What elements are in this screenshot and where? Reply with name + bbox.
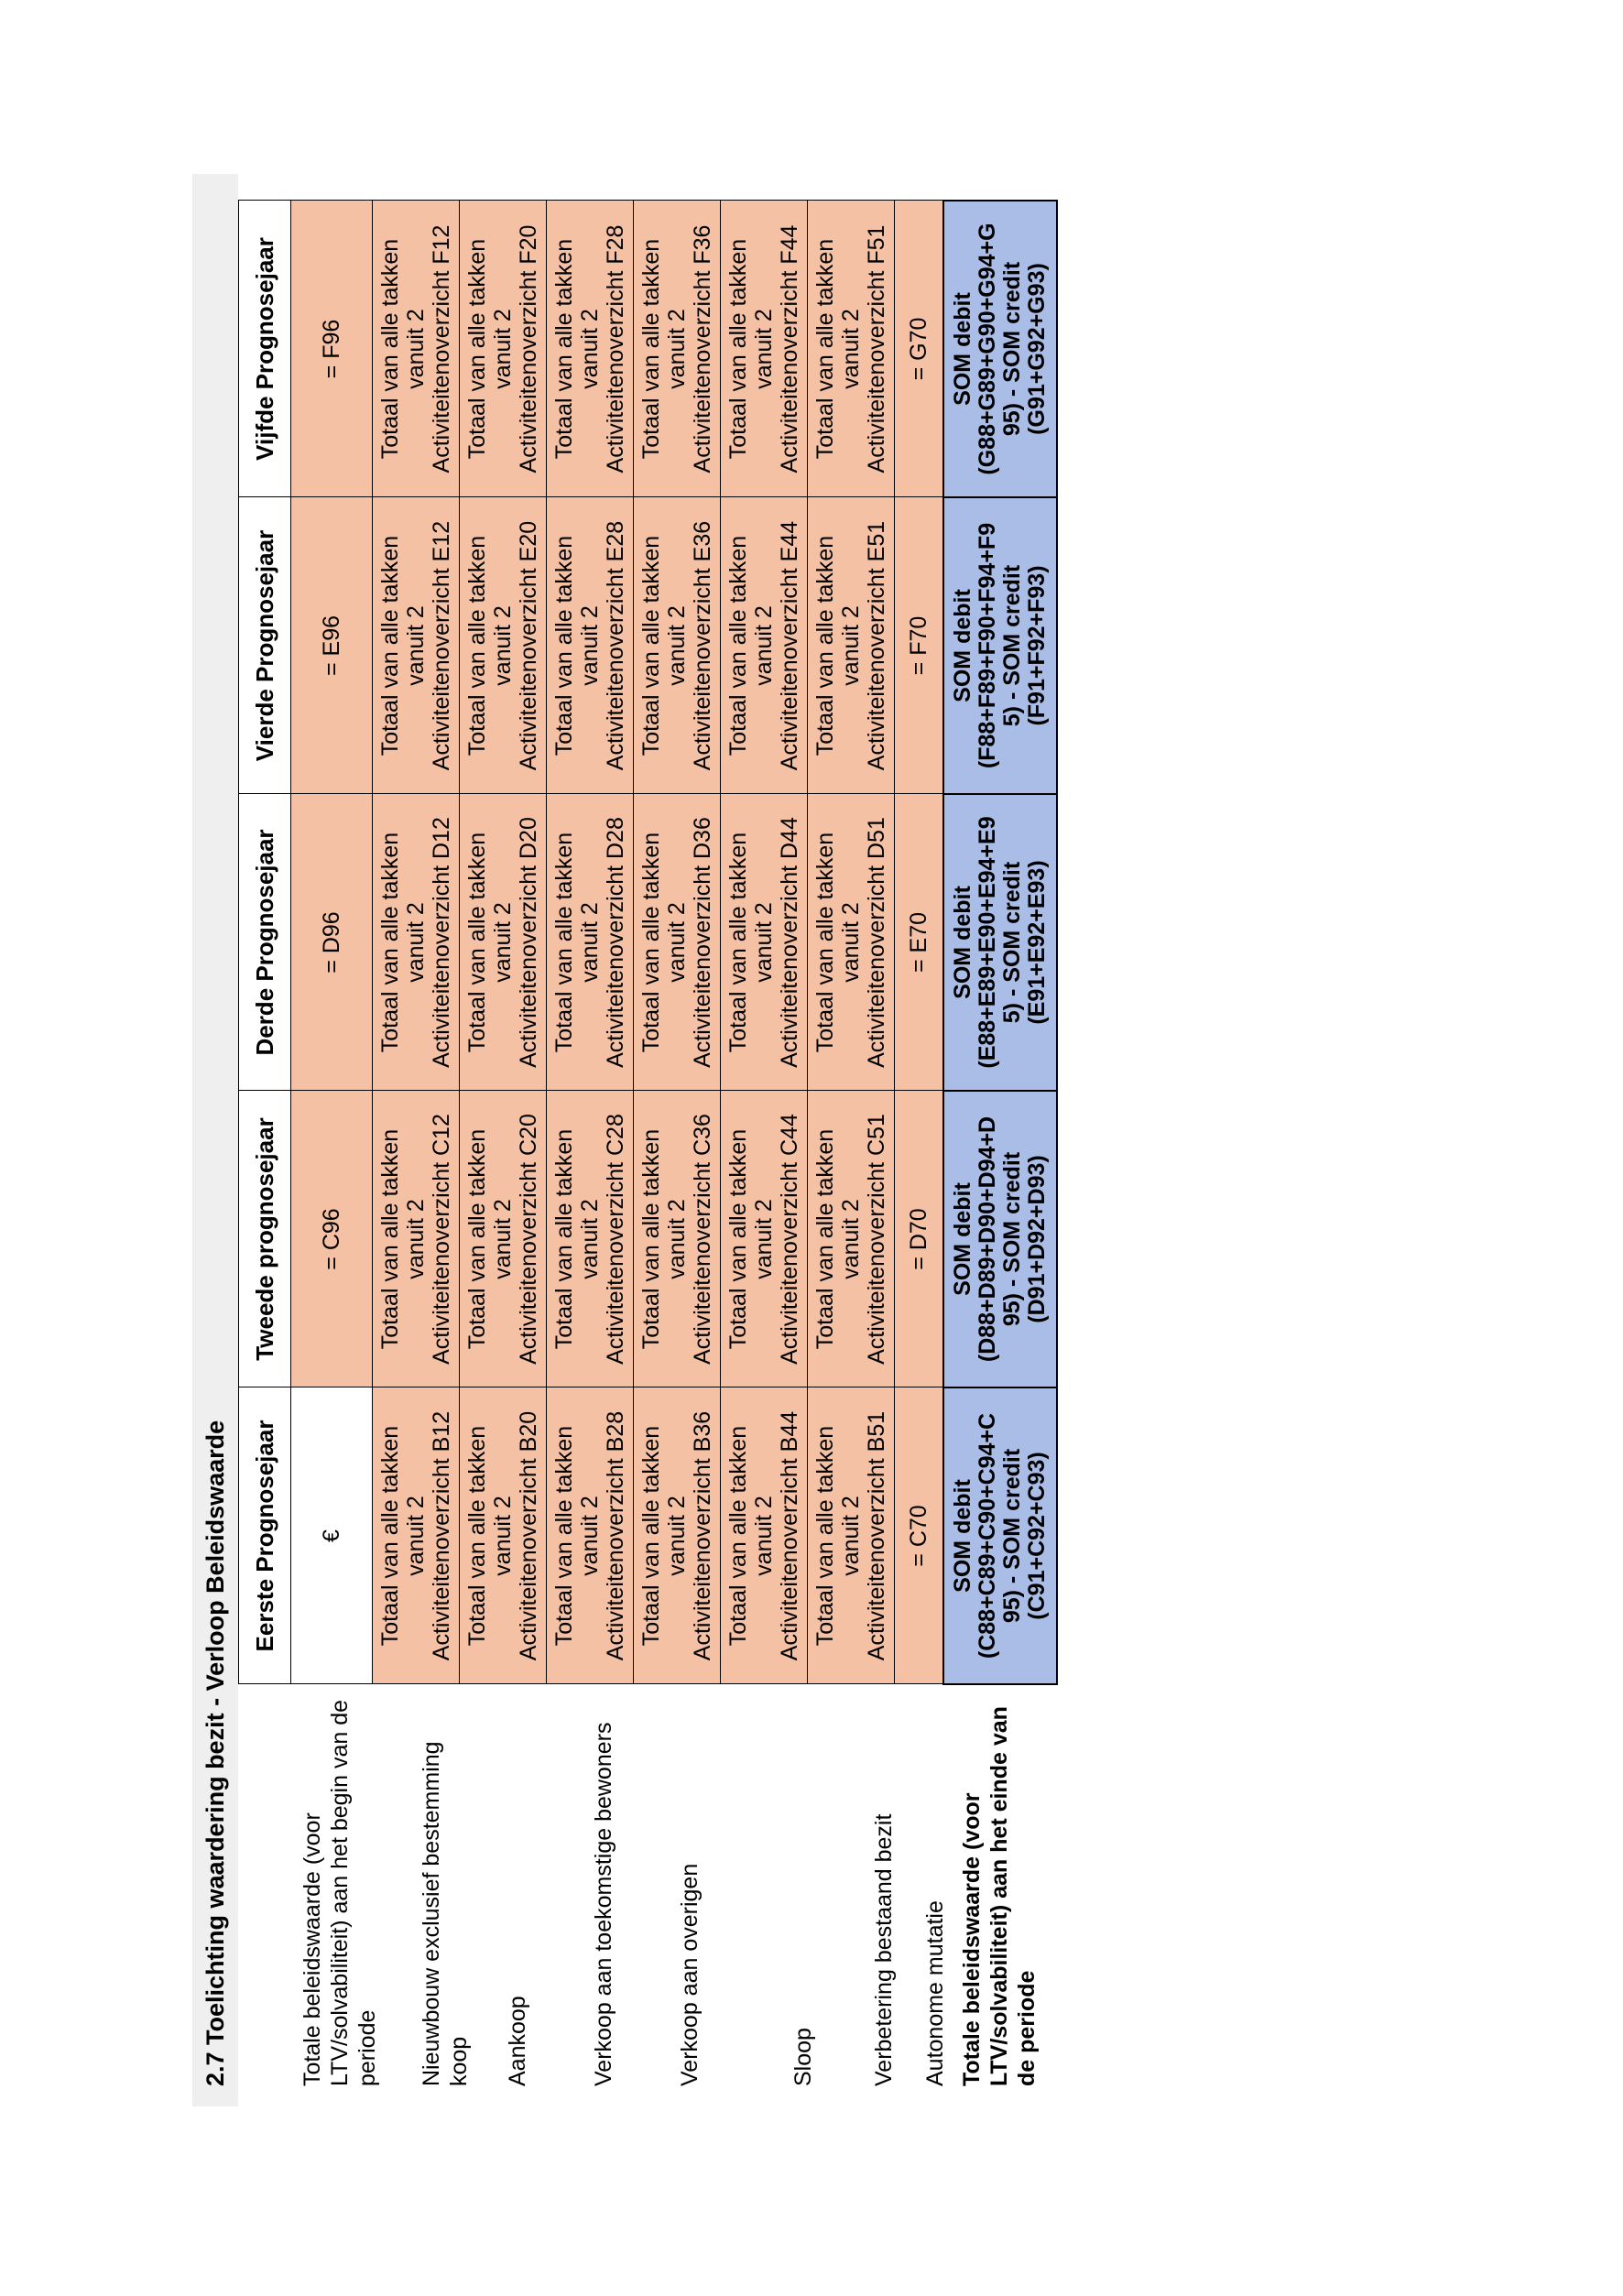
header-cell: Eerste Prognosejaar [239, 1387, 291, 1684]
table-cell [808, 201, 895, 497]
formula-line: (D91+D92+D93) [1024, 1155, 1050, 1323]
row-label-verbetering: Verbetering bestaand bezit [871, 1813, 897, 2086]
table-cell [943, 794, 1057, 1091]
row-label-nieuwbouw: Nieuwbouw exclusief bestemming koop [419, 1741, 472, 2086]
table-cell [547, 794, 634, 1091]
table-cell [721, 1091, 808, 1387]
cell-reference: Activiteitenoverzicht B44 [777, 1410, 802, 1661]
table-cell [373, 1091, 460, 1387]
table-cell [943, 497, 1057, 794]
row-label-aankoop: Aankoop [505, 1996, 530, 2086]
header-cell: Vierde Prognosejaar [239, 497, 291, 794]
cell-prefix: Totaal van alle takken vanuit 2 [638, 1425, 690, 1647]
cell-reference: Activiteitenoverzicht B51 [864, 1410, 889, 1661]
table-row [547, 201, 634, 1684]
cell-prefix: Totaal van alle takken vanuit 2 [725, 832, 777, 1053]
table-row [808, 201, 895, 1684]
cell-reference: Activiteitenoverzicht E12 [429, 520, 454, 771]
table-cell [634, 794, 721, 1091]
table-cell: = D96 [291, 794, 373, 1091]
table-cell [943, 1387, 1057, 1684]
table-cell [460, 1091, 547, 1387]
table-cell [721, 497, 808, 794]
header-cell: Vijfde Prognosejaar [239, 201, 291, 497]
row-label-verkoop-overigen: Verkoop aan overigen [677, 1863, 703, 2086]
cell-prefix: Totaal van alle takken vanuit 2 [551, 238, 603, 460]
formula-line: 95) - SOM credit [999, 261, 1025, 437]
cell-prefix: Totaal van alle takken vanuit 2 [377, 535, 429, 756]
formula-line: 5) - SOM credit [999, 861, 1025, 1024]
row-label-begin: Totale beleidswaarde (voor LTV/solvabiliteit) aan het begin van de periode [300, 1699, 380, 2086]
table-row [721, 201, 808, 1684]
row-label-einde: Totale beleidswaarde (voor LTV/solvabiliteit) aan het einde van de periode [959, 1706, 1040, 2086]
cell-prefix: Totaal van alle takken vanuit 2 [464, 832, 516, 1053]
cell-reference: Activiteitenoverzicht C36 [690, 1114, 715, 1365]
table-cell [943, 1091, 1057, 1387]
formula-line: (G91+G92+G93) [1024, 263, 1050, 435]
cell-reference: Activiteitenoverzicht B28 [603, 1410, 628, 1661]
table-row [460, 201, 547, 1684]
cell-prefix: Totaal van alle takken vanuit 2 [377, 1425, 429, 1647]
cell-prefix: Totaal van alle takken vanuit 2 [551, 832, 603, 1053]
table-cell [547, 1387, 634, 1684]
cell-prefix: Totaal van alle takken vanuit 2 [725, 238, 777, 460]
formula-line: (E91+E92+E93) [1024, 860, 1050, 1025]
table-cell [721, 794, 808, 1091]
cell-reference: Activiteitenoverzicht D44 [777, 817, 802, 1068]
cell-prefix: Totaal van alle takken vanuit 2 [725, 535, 777, 756]
table-cell: € [291, 1387, 373, 1684]
cell-reference: Activiteitenoverzicht F51 [864, 224, 889, 473]
cell-reference: Activiteitenoverzicht D12 [429, 817, 454, 1068]
cell-prefix: Totaal van alle takken vanuit 2 [377, 832, 429, 1053]
table-cell [460, 794, 547, 1091]
table-cell [547, 497, 634, 794]
cell-prefix: Totaal van alle takken vanuit 2 [551, 1425, 603, 1647]
formula-line: SOM debit [950, 292, 975, 406]
header-cell: Derde Prognosejaar [239, 794, 291, 1091]
cell-reference: Activiteitenoverzicht E20 [516, 520, 541, 771]
cell-prefix: Totaal van alle takken vanuit 2 [464, 238, 516, 460]
formula-line: (C88+C89+C90+C94+C [975, 1412, 1000, 1659]
table-cell: = C96 [291, 1091, 373, 1387]
formula-line: (C91+C92+C93) [1024, 1452, 1050, 1620]
cell-prefix: Totaal van alle takken vanuit 2 [638, 832, 690, 1053]
table-cell [373, 497, 460, 794]
table-row [634, 201, 721, 1684]
table-cell [634, 1091, 721, 1387]
cell-reference: Activiteitenoverzicht F28 [603, 224, 628, 473]
table-cell: = E96 [291, 497, 373, 794]
cell-reference: Activiteitenoverzicht B12 [429, 1410, 454, 1661]
table-cell: = F96 [291, 201, 373, 497]
cell-prefix: Totaal van alle takken vanuit 2 [464, 1425, 516, 1647]
cell-reference: Activiteitenoverzicht C28 [603, 1114, 628, 1365]
formula-line: (F88+F89+F90+F94+F9 [975, 522, 1000, 769]
table-cell [373, 794, 460, 1091]
cell-prefix: Totaal van alle takken vanuit 2 [812, 238, 864, 460]
cell-reference: Activiteitenoverzicht B20 [516, 1410, 541, 1661]
table-row [373, 201, 460, 1684]
rotated-sheet [192, 174, 1053, 2106]
section-title: 2.7 Toelichting waardering bezit - Verloop Beleidswaarde [192, 174, 238, 2106]
cell-prefix: Totaal van alle takken vanuit 2 [551, 535, 603, 756]
formula-line: (F91+F92+F93) [1024, 565, 1050, 726]
cell-reference: Activiteitenoverzicht E36 [690, 520, 715, 771]
cell-reference: Activiteitenoverzicht D36 [690, 817, 715, 1068]
cell-reference: Activiteitenoverzicht F36 [690, 224, 715, 473]
table-row [895, 201, 944, 1684]
formula-line: 95) - SOM credit [999, 1448, 1025, 1624]
cell-reference: Activiteitenoverzicht C51 [864, 1114, 889, 1365]
table-cell [547, 201, 634, 497]
table-cell [373, 201, 460, 497]
cell-reference: Activiteitenoverzicht C20 [516, 1114, 541, 1365]
table-cell [460, 201, 547, 497]
row-label-verkoop-bewoners: Verkoop aan toekomstige bewoners [591, 1722, 616, 2086]
formula-line: (D88+D89+D90+D94+D [975, 1115, 1000, 1363]
cell-prefix: Totaal van alle takken vanuit 2 [377, 238, 429, 460]
table-cell [634, 497, 721, 794]
table-row [291, 201, 373, 1684]
table-cell [808, 1387, 895, 1684]
table-cell [721, 1387, 808, 1684]
cell-prefix: Totaal van alle takken vanuit 2 [638, 535, 690, 756]
cell-reference: Activiteitenoverzicht D28 [603, 817, 628, 1068]
cell-reference: Activiteitenoverzicht D51 [864, 817, 889, 1068]
formula-line: 5) - SOM credit [999, 564, 1025, 727]
cell-reference: Activiteitenoverzicht F44 [777, 224, 802, 473]
table-cell: = C70 [895, 1387, 944, 1684]
formula-line: (E88+E89+E90+E94+E9 [975, 816, 1000, 1069]
cell-prefix: Totaal van alle takken vanuit 2 [551, 1128, 603, 1350]
table-cell [547, 1091, 634, 1387]
cell-prefix: Totaal van alle takken vanuit 2 [725, 1425, 777, 1647]
beleidswaarde-table [238, 200, 1058, 1685]
formula-line: SOM debit [950, 589, 975, 702]
header-row [239, 201, 291, 1684]
cell-prefix: Totaal van alle takken vanuit 2 [812, 1128, 864, 1350]
row-label-autonome: Autonome mutatie [922, 1900, 948, 2086]
cell-prefix: Totaal van alle takken vanuit 2 [812, 535, 864, 756]
table-cell [373, 1387, 460, 1684]
cell-reference: Activiteitenoverzicht E51 [864, 520, 889, 771]
cell-prefix: Totaal van alle takken vanuit 2 [638, 1128, 690, 1350]
cell-reference: Activiteitenoverzicht E28 [603, 520, 628, 771]
formula-line: SOM debit [950, 1182, 975, 1296]
cell-reference: Activiteitenoverzicht C12 [429, 1114, 454, 1365]
cell-prefix: Totaal van alle takken vanuit 2 [812, 832, 864, 1053]
formula-line: SOM debit [950, 886, 975, 999]
table-cell: = G70 [895, 201, 944, 497]
table-cell [808, 794, 895, 1091]
cell-prefix: Totaal van alle takken vanuit 2 [812, 1425, 864, 1647]
formula-line: SOM debit [950, 1479, 975, 1593]
cell-prefix: Totaal van alle takken vanuit 2 [377, 1128, 429, 1350]
formula-line: 95) - SOM credit [999, 1151, 1025, 1327]
cell-prefix: Totaal van alle takken vanuit 2 [638, 238, 690, 460]
table-row [943, 201, 1057, 1684]
cell-prefix: Totaal van alle takken vanuit 2 [464, 535, 516, 756]
cell-reference: Activiteitenoverzicht C44 [777, 1114, 802, 1365]
header-cell: Tweede prognosejaar [239, 1091, 291, 1387]
table-cell [634, 1387, 721, 1684]
formula-line: (G88+G89+G90+G94+G [975, 223, 1000, 475]
table-cell [634, 201, 721, 497]
table-cell [808, 1091, 895, 1387]
cell-reference: Activiteitenoverzicht E44 [777, 520, 802, 771]
cell-prefix: Totaal van alle takken vanuit 2 [464, 1128, 516, 1350]
cell-reference: Activiteitenoverzicht B36 [690, 1410, 715, 1661]
row-label-sloop: Sloop [790, 2028, 816, 2086]
table-cell [460, 497, 547, 794]
table-cell: = E70 [895, 794, 944, 1091]
cell-reference: Activiteitenoverzicht F12 [429, 224, 454, 473]
table-cell [943, 201, 1057, 497]
table-cell: = D70 [895, 1091, 944, 1387]
table-cell [808, 497, 895, 794]
cell-reference: Activiteitenoverzicht D20 [516, 817, 541, 1068]
cell-prefix: Totaal van alle takken vanuit 2 [725, 1128, 777, 1350]
table-cell: = F70 [895, 497, 944, 794]
table-cell [460, 1387, 547, 1684]
table-cell [721, 201, 808, 497]
cell-reference: Activiteitenoverzicht F20 [516, 224, 541, 473]
